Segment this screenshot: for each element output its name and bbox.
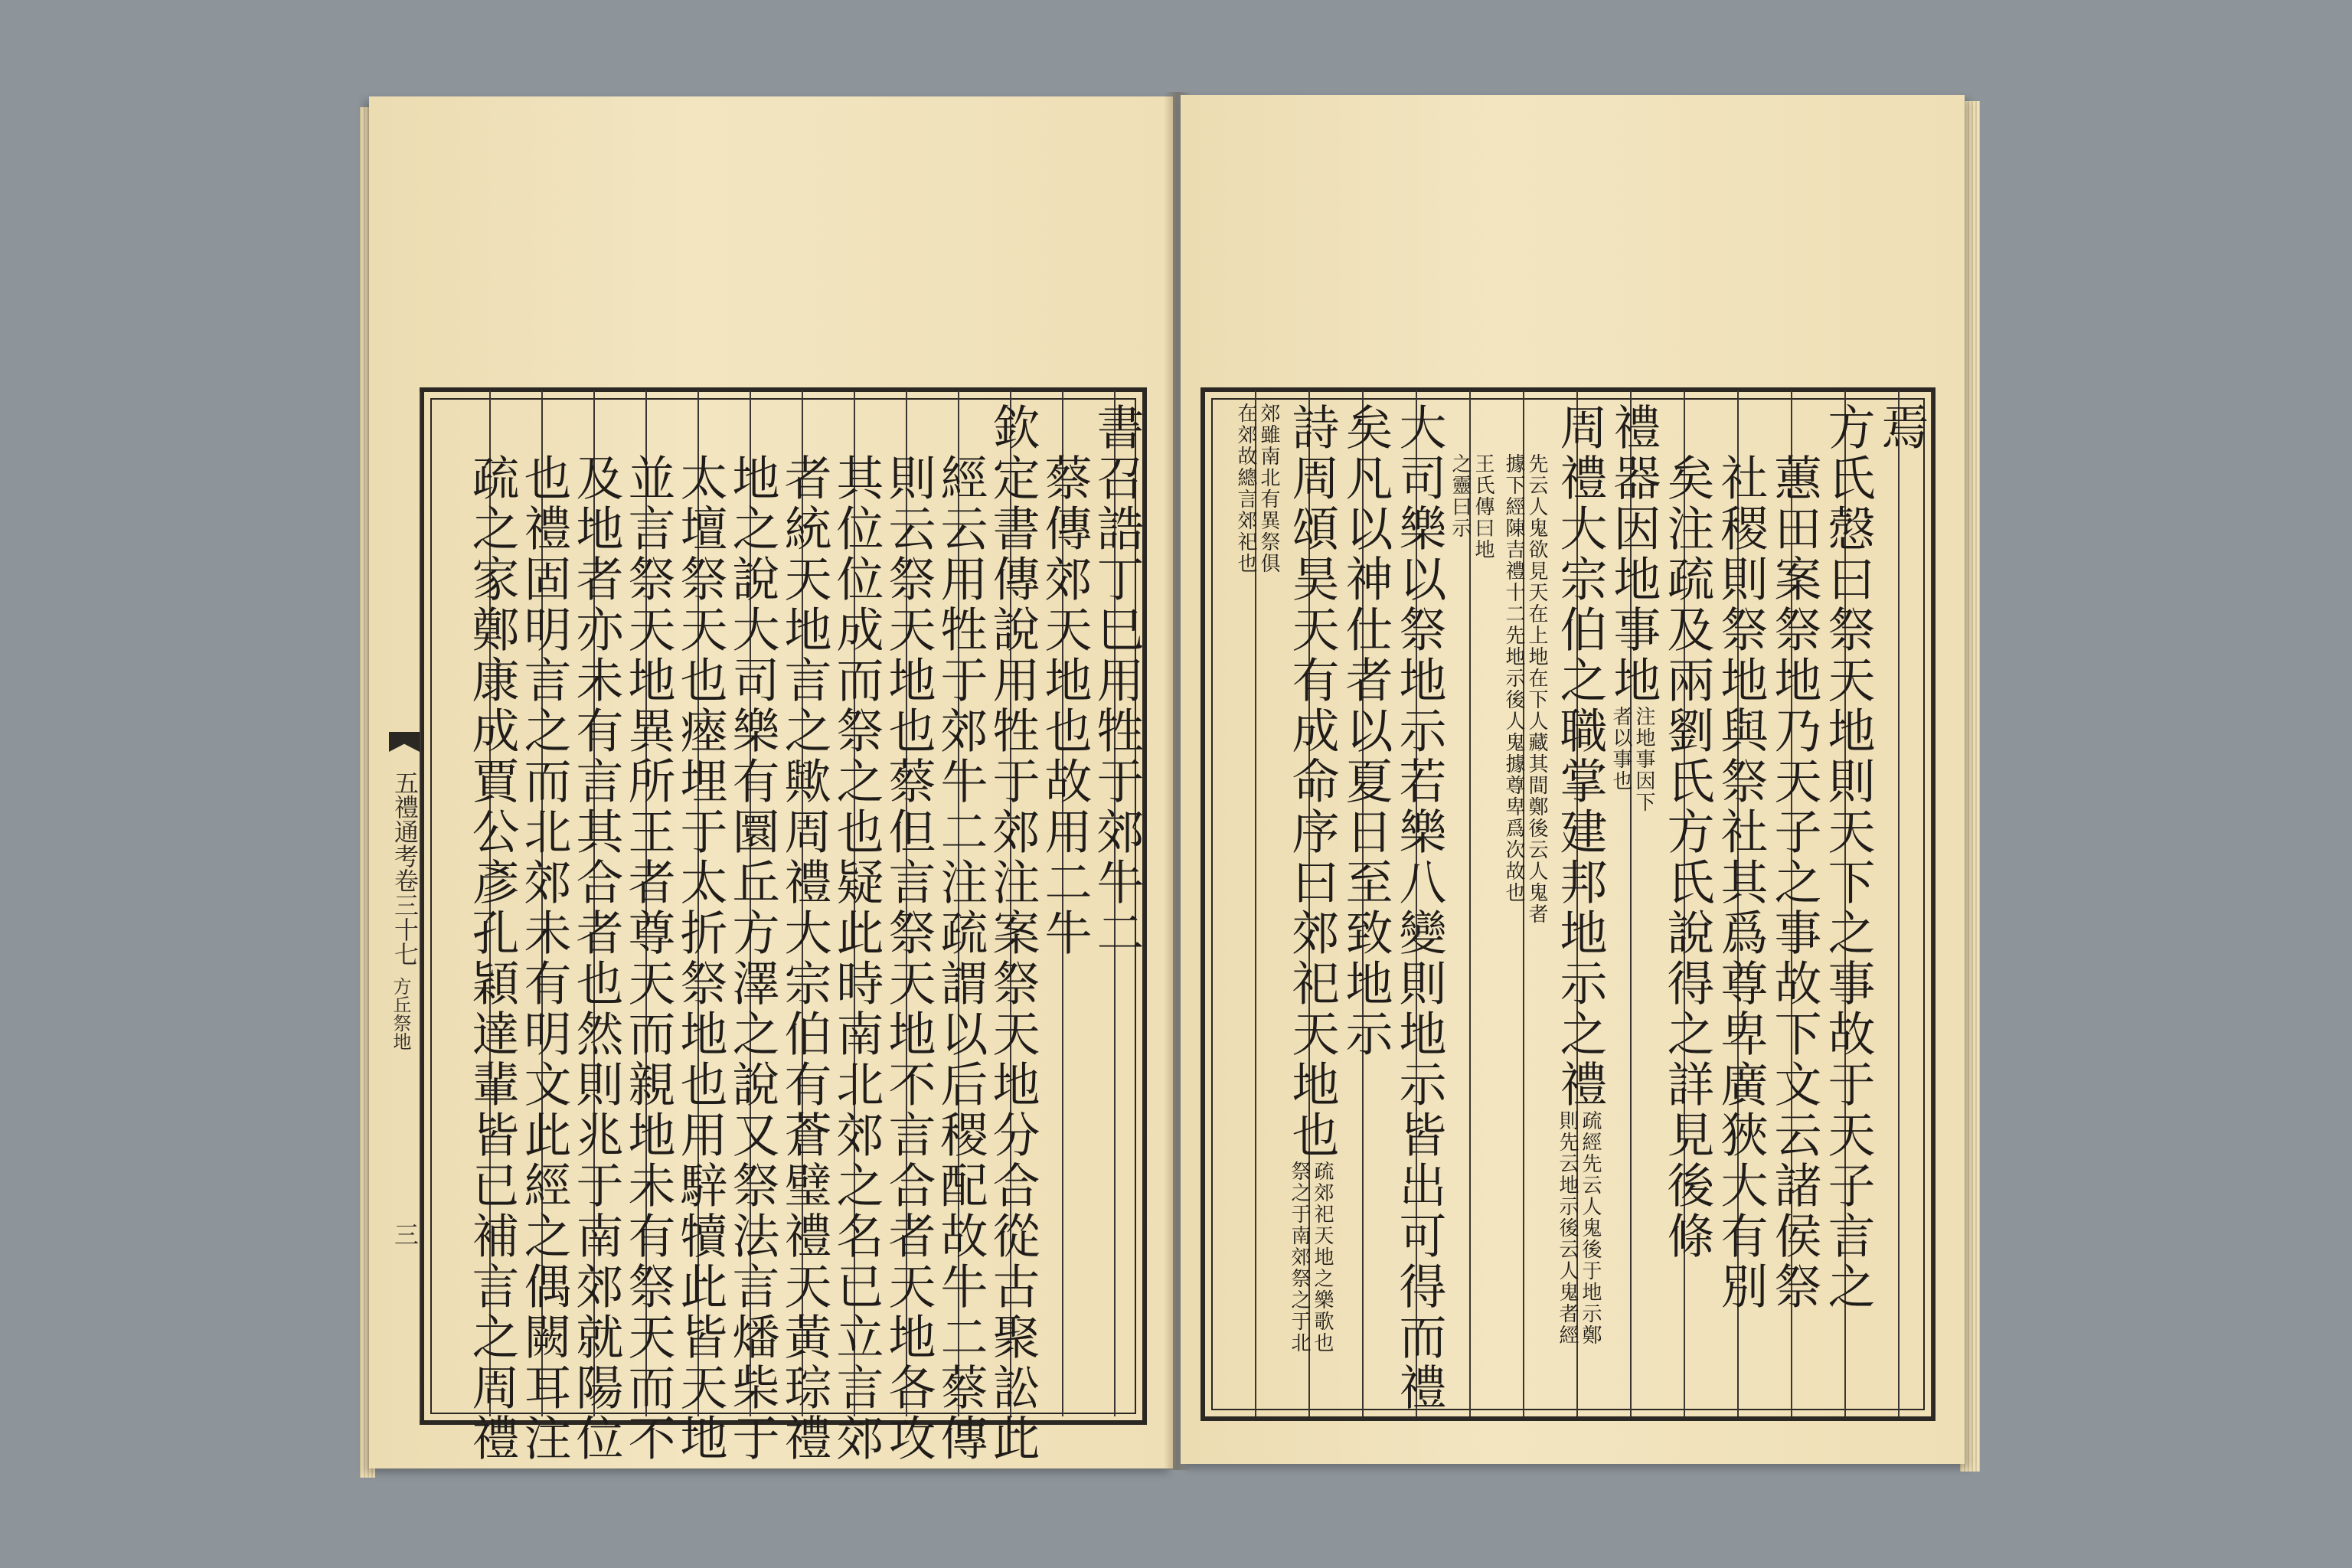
text-column-main: 方氏慤曰祭天地則天下之事故于天子言之 bbox=[1820, 403, 1876, 1312]
folio-number: 三 bbox=[390, 1222, 420, 1246]
text-column-main: 丁巳用牲于郊牛二 bbox=[1089, 554, 1145, 959]
text-column-main: 蔡傳郊天地也故用二牛 bbox=[1037, 403, 1093, 959]
text-column-annotation: 先云人鬼欲見天在上地在下人藏其間鄭後云人鬼者據下經陳吉禮十二先地示後人鬼據尊卑爲次故也 bbox=[1502, 453, 1548, 925]
text-column-main: 矣 bbox=[1338, 403, 1393, 453]
text-column-main: 經云用牲于郊牛二注疏謂以后稷配故牛二蔡傳 bbox=[933, 403, 988, 1464]
text-column-main: 蕙田案祭地乃天子之事故下文云諸侯祭 bbox=[1766, 403, 1822, 1312]
text-column-main: 大司樂 bbox=[1391, 403, 1447, 554]
text-column-main bbox=[1502, 403, 1550, 453]
text-column-main: 疏之家鄭康成賈公彥孔穎達輩皆已補言之周禮 bbox=[464, 403, 520, 1464]
column-rule bbox=[1898, 390, 1900, 1416]
section-title-label: 方丘祭地 bbox=[390, 977, 411, 1050]
text-column-main: 凡以神仕者以夏日至致地示 bbox=[1338, 453, 1393, 1060]
text-column-main: 及地者亦未有言其合者也然則兆于南郊就陽位 bbox=[568, 403, 624, 1464]
text-column-main: 也禮固明言之而北郊未有明文此經之偶闕耳注 bbox=[516, 403, 572, 1464]
fish-tail-mark bbox=[389, 732, 420, 752]
book-title-label: 五禮通考卷三十七 bbox=[390, 770, 420, 966]
text-column-annotation: 郊雖南北有異祭俱在郊故總言郊祀也 bbox=[1234, 403, 1280, 574]
text-column-main bbox=[1449, 403, 1496, 453]
text-column-main: 則云祭天地也蔡但言祭天地不言合者天地各攻 bbox=[880, 403, 936, 1464]
text-column-main: 其位位成而祭之也疑此時南北郊之名已立言郊 bbox=[828, 403, 884, 1464]
text-column-annotation: 疏經先云人鬼後于地示鄭則先云地示後云人鬼者經 bbox=[1556, 1110, 1602, 1346]
text-column-main: 欽定書傳說用牲于郊注案祭天地分合從古聚訟此 bbox=[985, 403, 1040, 1464]
text-column-main: 太壇祭天也瘞埋于太折祭地也用騂犢此皆天地 bbox=[672, 403, 728, 1464]
text-column-main: 社稷則祭地與祭社其爲尊卑廣狹大有別 bbox=[1713, 403, 1769, 1312]
text-column-main: 矣注疏及兩劉氏方氏說得之詳見後條 bbox=[1659, 403, 1715, 1262]
text-column-annotation: 疏郊祀天地之樂歌也祭之于南郊祭之于北 bbox=[1288, 1161, 1334, 1354]
text-column-annotation: 注地事因下者以事也 bbox=[1609, 706, 1655, 813]
text-column-main: 禮器 bbox=[1606, 403, 1661, 504]
right-center-rule bbox=[1931, 392, 1932, 1416]
text-column-main: 焉 bbox=[1873, 403, 1929, 453]
text-column-main: 者統天地言之歟周禮大宗伯有蒼璧禮天黃琮禮 bbox=[776, 403, 832, 1464]
right-page bbox=[1181, 95, 1965, 1464]
text-column-main: 若樂八變則地示皆出可得而禮 bbox=[1391, 756, 1447, 1413]
text-column-main: 因地事地 bbox=[1606, 504, 1661, 706]
text-column-main: 地之說大司樂有圜丘方澤之說又祭法言燔柴于 bbox=[724, 403, 780, 1464]
text-column-main: 並言祭天地異所王者尊天而親地未有祭天而不 bbox=[620, 403, 676, 1464]
text-column-main: 周禮大宗伯之職掌建邦地示之禮 bbox=[1552, 403, 1608, 1110]
left-page bbox=[369, 96, 1173, 1468]
text-column-main: 詩周頌昊天有成命序曰郊祀天地也 bbox=[1284, 403, 1340, 1161]
text-column-annotation: 王氏傳曰地之靈曰示 bbox=[1449, 453, 1494, 560]
text-column-main: 以祭地示 bbox=[1391, 554, 1447, 756]
text-column-main: 書召誥 bbox=[1089, 403, 1145, 554]
